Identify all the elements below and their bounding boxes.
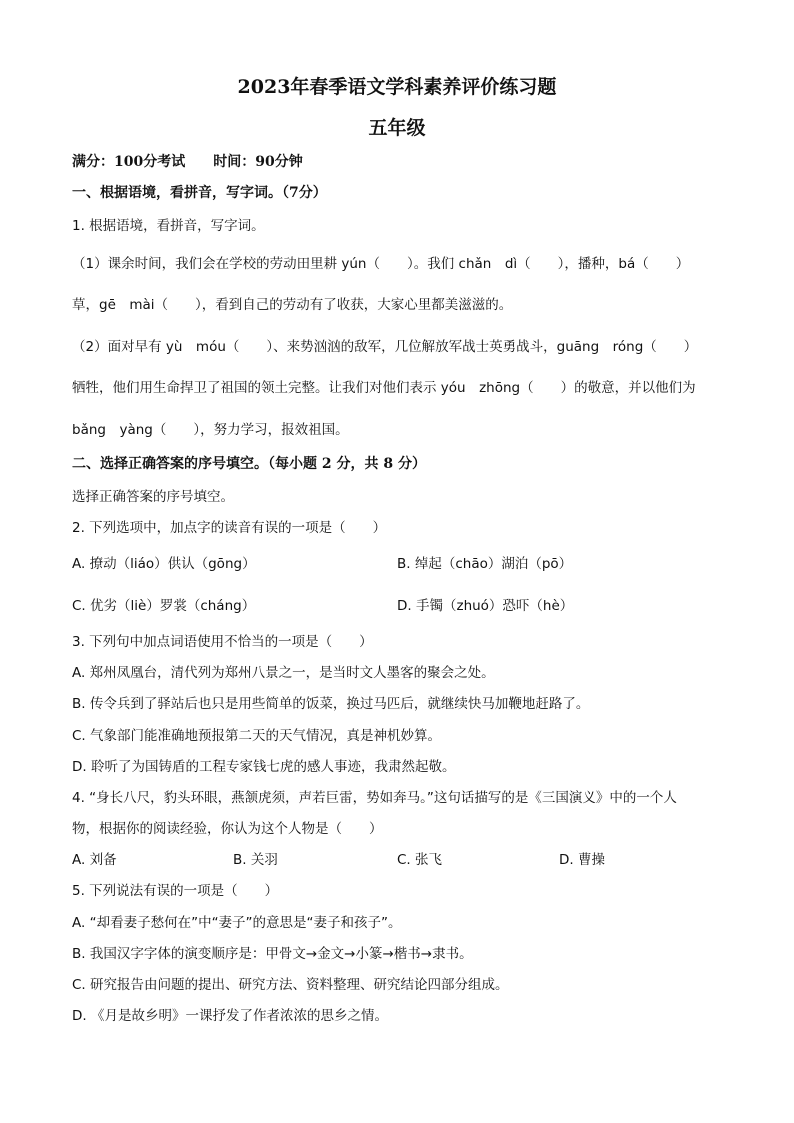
q1-part1-line2: 草，gē mài（ ），看到自己的劳动有了收获，大家心里都美滋滋的。: [72, 297, 513, 313]
q3-option-b: B. 传令兵到了驿站后也只是用些简单的饭菜，换过马匹后，就继续快马加鞭地赶路了。: [72, 696, 590, 712]
q5-option-d: D. 《月是故乡明》一课抒发了作者浓浓的思乡之情。: [72, 1008, 388, 1024]
q2-stem: 2. 下列选项中，加点字的读音有误的一项是（ ）: [72, 520, 387, 536]
section1-heading: 一、根据语境，看拼音，写字词。（7分）: [72, 185, 327, 201]
section2-intro: 选择正确答案的序号填空。: [72, 489, 234, 505]
q5-stem: 5. 下列说法有误的一项是（ ）: [72, 883, 279, 899]
q4-stem-line2: 物，根据你的阅读经验，你认为这个人物是（ ）: [72, 821, 383, 837]
q1-part1-line1: （1）课余时间，我们会在学校的劳动田里耕 yún（ ）。我们 chǎn dì（ ），播种，bá（ ）: [72, 256, 690, 272]
q3-option-c: C. 气象部门能准确地预报第二天的天气情况，真是神机妙算。: [72, 728, 442, 744]
q5-option-a: A. “却看妻子愁何在”中“妻子”的意思是“妻子和孩子”。: [72, 915, 402, 931]
q1-stem: 1. 根据语境，看拼音，写字词。: [72, 218, 265, 234]
section2-heading: 二、选择正确答案的序号填空。（每小题 2 分，共 8 分）: [72, 456, 426, 472]
q2-option-b: B. 绰起（chāo）湖泊（pō）: [397, 556, 573, 572]
q2-option-d: D. 手镯（zhuó）恐吓（hè）: [397, 598, 574, 614]
q4-option-d: D. 曹操: [559, 852, 605, 868]
q3-option-a: A. 郑州凤凰台，清代列为郑州八景之一，是当时文人墨客的聚会之处。: [72, 665, 495, 681]
q2-option-a: A. 撩动（liáo）供认（gōng）: [72, 556, 256, 572]
q1-part2-line1: （2）面对早有 yù móu（ ）、来势汹汹的敌军，几位解放军战士英勇战斗，guāng róng（ ）: [72, 339, 698, 355]
q4-option-a: A. 刘备: [72, 852, 117, 868]
exam-meta: 满分：100分考试 时间：90分钟: [72, 154, 303, 170]
q3-option-d: D. 聆听了为国铸盾的工程专家钱七虎的感人事迹，我肃然起敬。: [72, 759, 456, 775]
q3-stem: 3. 下列句中加点词语使用不恰当的一项是（ ）: [72, 634, 373, 650]
q1-part2-line2: 牺牲，他们用生命捍卫了祖国的领土完整。让我们对他们表示 yóu zhōng（ ）的敬意，并以他们为: [72, 380, 696, 396]
q5-option-c: C. 研究报告由问题的提出、研究方法、资料整理、研究结论四部分组成。: [72, 977, 509, 993]
q1-part2-line3: bǎng yàng（ ），努力学习，报效祖国。: [72, 422, 349, 438]
q2-option-c: C. 优劣（liè）罗裳（cháng）: [72, 598, 256, 614]
q4-option-b: B. 关羽: [233, 852, 278, 868]
q4-stem-line1: 4. “身长八尺，豹头环眼，燕颔虎须，声若巨雷，势如奔马。”这句话描写的是《三国演义》中的一个人: [72, 790, 677, 806]
grade-title: 五年级: [368, 117, 426, 139]
exam-title: 2023年春季语文学科素养评价练习题: [237, 76, 557, 98]
q5-option-b: B. 我国汉字字体的演变顺序是：甲骨文→金文→小篆→楷书→隶书。: [72, 946, 473, 962]
q4-option-c: C. 张飞: [397, 852, 443, 868]
